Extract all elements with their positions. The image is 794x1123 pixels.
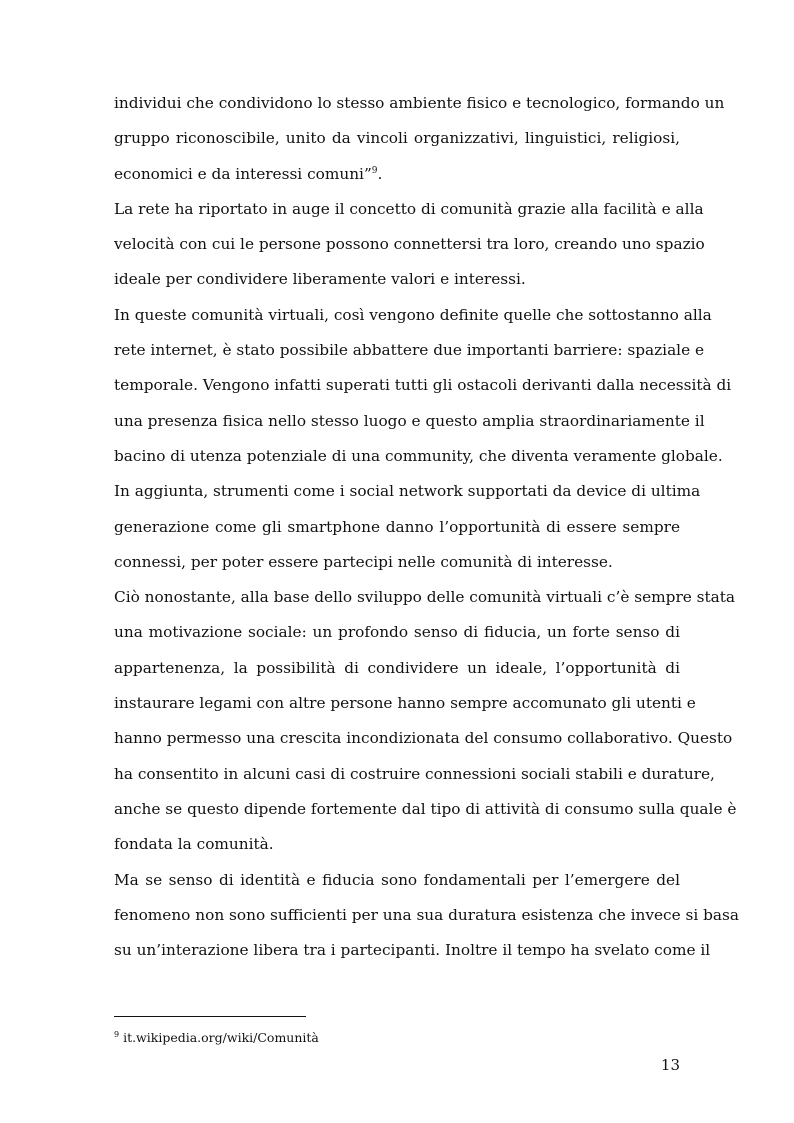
body-line-with-footnote-ref	[114, 157, 680, 192]
footnote-number: 9	[114, 1030, 120, 1039]
body-line: una motivazione sociale: un profondo senso di fiducia, un forte senso di	[114, 623, 680, 642]
body-line: In queste comunità virtuali, così vengono definite quelle che sottostanno alla	[114, 305, 712, 324]
body-line: ha consentito in alcuni casi di costruire connessioni sociali stabili e durature,	[114, 764, 715, 783]
page-number: 13	[660, 1056, 680, 1074]
body-line: fondata la comunità.	[114, 835, 274, 854]
body-line: In aggiunta, strumenti come i social network supportati da device di ultima	[114, 482, 701, 501]
footnote-separator	[114, 1016, 306, 1017]
body-line: Ciò nonostante, alla base dello sviluppo delle comunità virtuali c’è sempre stata	[114, 588, 736, 607]
body-line-text: economici e da interessi comuni”	[114, 164, 372, 183]
body-line: appartenenza, la possibilità di condividere un ideale, l’opportunità di	[114, 658, 680, 677]
footnote	[114, 1030, 319, 1046]
footnote-text: it.wikipedia.org/wiki/Comunità	[119, 1030, 319, 1045]
body-line: rete internet, è stato possibile abbattere due importanti barriere: spaziale e	[114, 341, 705, 360]
body-line: fenomeno non sono sufficienti per una sua duratura esistenza che invece si basa	[114, 905, 739, 924]
body-line: velocità con cui le persone possono connettersi tra loro, creando uno spazio	[114, 235, 705, 254]
body-line: connessi, per poter essere partecipi nelle comunità di interesse.	[114, 552, 613, 571]
body-line: anche se questo dipende fortemente dal tipo di attività di consumo sulla quale è	[114, 799, 737, 818]
page-body	[114, 86, 739, 968]
body-line: gruppo riconoscibile, unito da vincoli organizzativi, linguistici, religiosi,	[114, 129, 680, 148]
body-line: su un’interazione libera tra i partecipanti. Inoltre il tempo ha svelato come il	[114, 941, 711, 960]
body-line: individui che condividono lo stesso ambiente fisico e tecnologico, formando un	[114, 94, 725, 112]
body-line: instaurare legami con altre persone hanno sempre accomunato gli utenti e	[114, 694, 696, 713]
body-line: La rete ha riportato in auge il concetto di comunità grazie alla facilità e alla	[114, 199, 704, 218]
sentence-period: .	[377, 164, 383, 183]
body-line: generazione come gli smartphone danno l’opportunità di essere sempre	[114, 517, 680, 536]
body-line: Ma se senso di identità e fiducia sono fondamentali per l’emergere del	[114, 870, 680, 889]
body-line: temporale. Vengono infatti superati tutti gli ostacoli derivanti dalla necessità di	[114, 376, 732, 395]
body-line: ideale per condividere liberamente valori e interessi.	[114, 270, 526, 289]
footnote-reference: 9	[371, 165, 378, 176]
body-line: una presenza fisica nello stesso luogo e questo amplia straordinariamente il	[114, 411, 705, 430]
body-line: bacino di utenza potenziale di una community, che diventa veramente globale.	[114, 446, 723, 465]
body-line: hanno permesso una crescita incondizionata del consumo collaborativo. Questo	[114, 729, 733, 748]
